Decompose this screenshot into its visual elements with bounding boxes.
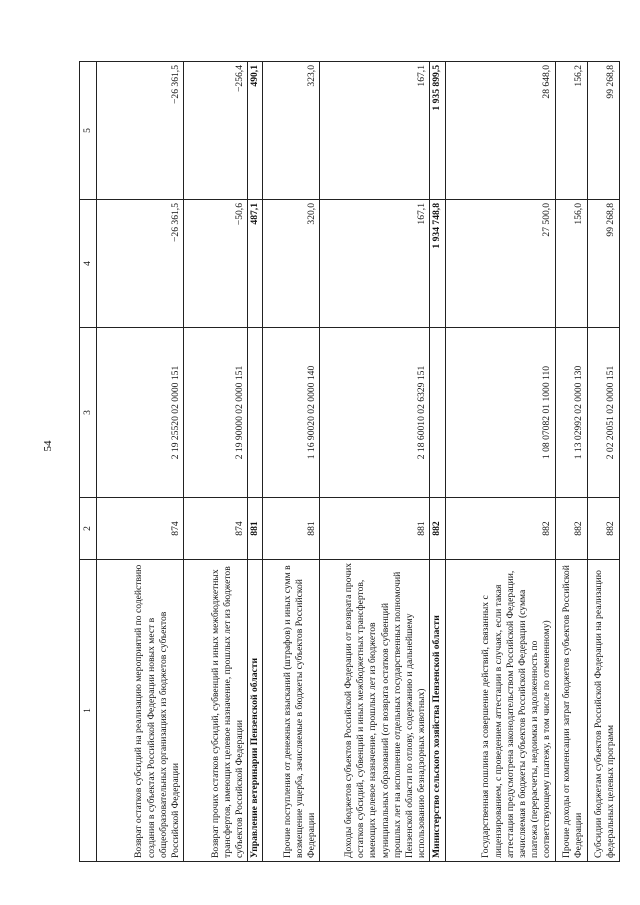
column-header-2: 2 <box>80 498 97 560</box>
table-row-section <box>248 62 263 862</box>
row-budget-code: 2 02 20051 02 0000 151 <box>587 328 619 498</box>
row-value-col5: 323,0 <box>263 62 320 200</box>
row-value-col5: −256,4 <box>184 62 248 200</box>
row-value-col4: 167,1 <box>320 200 430 328</box>
row-budget-code: 2 19 25520 02 0000 151 <box>97 328 184 498</box>
row-value-col4: 1 934 748,8 <box>430 200 445 328</box>
row-budget-code: 1 08 07082 01 1000 110 <box>445 328 555 498</box>
row-value-col5: 99 268,8 <box>587 62 619 200</box>
row-name: Государственная пошлина за совершение действий, связанных с лицензированием, с проведением аттестации в случаях, если такая аттестация предусмотрена законодательством Российской Федерации, зачисляемая в бюджеты субъектов Российской Федерации (сумма платежа (перерасчеты, недоимка и задолженность по соответствующему платежу, в том числе по отмененному) <box>445 560 555 862</box>
row-budget-code <box>430 328 445 498</box>
row-value-col4: −50,6 <box>184 200 248 328</box>
row-budget-code: 2 18 60010 02 6329 151 <box>320 328 430 498</box>
row-name: Прочие поступления от денежных взысканий (штрафов) и иных сумм в возмещение ущерба, зачисляемые в бюджеты субъектов Российской Федерации <box>263 560 320 862</box>
column-header-4: 4 <box>80 200 97 328</box>
row-budget-code: 1 16 90020 02 0000 140 <box>263 328 320 498</box>
table-row <box>320 62 430 862</box>
row-admin-code: 881 <box>320 498 430 560</box>
row-value-col4: 320,0 <box>263 200 320 328</box>
table-row <box>263 62 320 862</box>
row-value-col5: 28 648,0 <box>445 62 555 200</box>
row-admin-code: 881 <box>263 498 320 560</box>
section-name: Министерство сельского хозяйства Пензенской области <box>430 560 445 862</box>
row-value-col5: 490,1 <box>248 62 263 200</box>
column-header-3: 3 <box>80 328 97 498</box>
row-value-col5: 1 935 899,5 <box>430 62 445 200</box>
row-admin-code: 882 <box>445 498 555 560</box>
row-name: Прочие доходы от компенсации затрат бюджетов субъектов Российской Федерации <box>555 560 587 862</box>
row-admin-code: 882 <box>555 498 587 560</box>
row-name: Доходы бюджетов субъектов Российской Федерации от возврата прочих остатков субсидий, субвенций и иных межбюджетных трансфертов, имеющих целевое назначение, прошлых лет из бюджетов муниципальных образований (от возврата остатков субвенций прошлых лет на исполнение отдельных государственных полномочий Пензенской области по отлову, содержанию и дальнейшему использованию безнадзорных животных) <box>320 560 430 862</box>
row-admin-code: 874 <box>97 498 184 560</box>
row-admin-code: 882 <box>430 498 445 560</box>
column-number-row <box>80 62 97 862</box>
row-name: Возврат прочих остатков субсидий, субвенций и иных межбюджетных трансфертов, имеющих целевое назначение, прошлых лет из бюджетов субъектов Российской Федерации <box>184 560 248 862</box>
row-budget-code <box>248 328 263 498</box>
table-row-section <box>430 62 445 862</box>
row-value-col5: −26 361,5 <box>97 62 184 200</box>
row-value-col5: 167,1 <box>320 62 430 200</box>
row-name: Субсидии бюджетам субъектов Российской Федерации на реализацию федеральных целевых программ <box>587 560 619 862</box>
row-admin-code: 874 <box>184 498 248 560</box>
row-admin-code: 882 <box>587 498 619 560</box>
revenue-table <box>79 61 620 862</box>
row-value-col4: −26 361,5 <box>97 200 184 328</box>
column-header-5: 5 <box>80 62 97 200</box>
table-row <box>184 62 248 862</box>
row-value-col5: 156,2 <box>555 62 587 200</box>
section-name: Управление ветеринарии Пензенской области <box>248 560 263 862</box>
row-name: Возврат остатков субсидий на реализацию мероприятий по содействию создания в субъектах Российской Федерации новых мест в общеобразовательных организациях из бюджетов субъектов Российской Федерации <box>97 560 184 862</box>
row-budget-code: 2 19 90000 02 0000 151 <box>184 328 248 498</box>
row-value-col4: 487,1 <box>248 200 263 328</box>
table-row <box>445 62 555 862</box>
table-row <box>555 62 587 862</box>
rotated-table-wrapper <box>79 62 617 862</box>
table-row <box>97 62 184 862</box>
row-budget-code: 1 13 02992 02 0000 130 <box>555 328 587 498</box>
row-value-col4: 27 500,0 <box>445 200 555 328</box>
row-value-col4: 99 268,8 <box>587 200 619 328</box>
column-header-1: 1 <box>80 560 97 862</box>
page-number: 54 <box>42 440 54 452</box>
table-row <box>587 62 619 862</box>
row-value-col4: 156,0 <box>555 200 587 328</box>
row-admin-code: 881 <box>248 498 263 560</box>
